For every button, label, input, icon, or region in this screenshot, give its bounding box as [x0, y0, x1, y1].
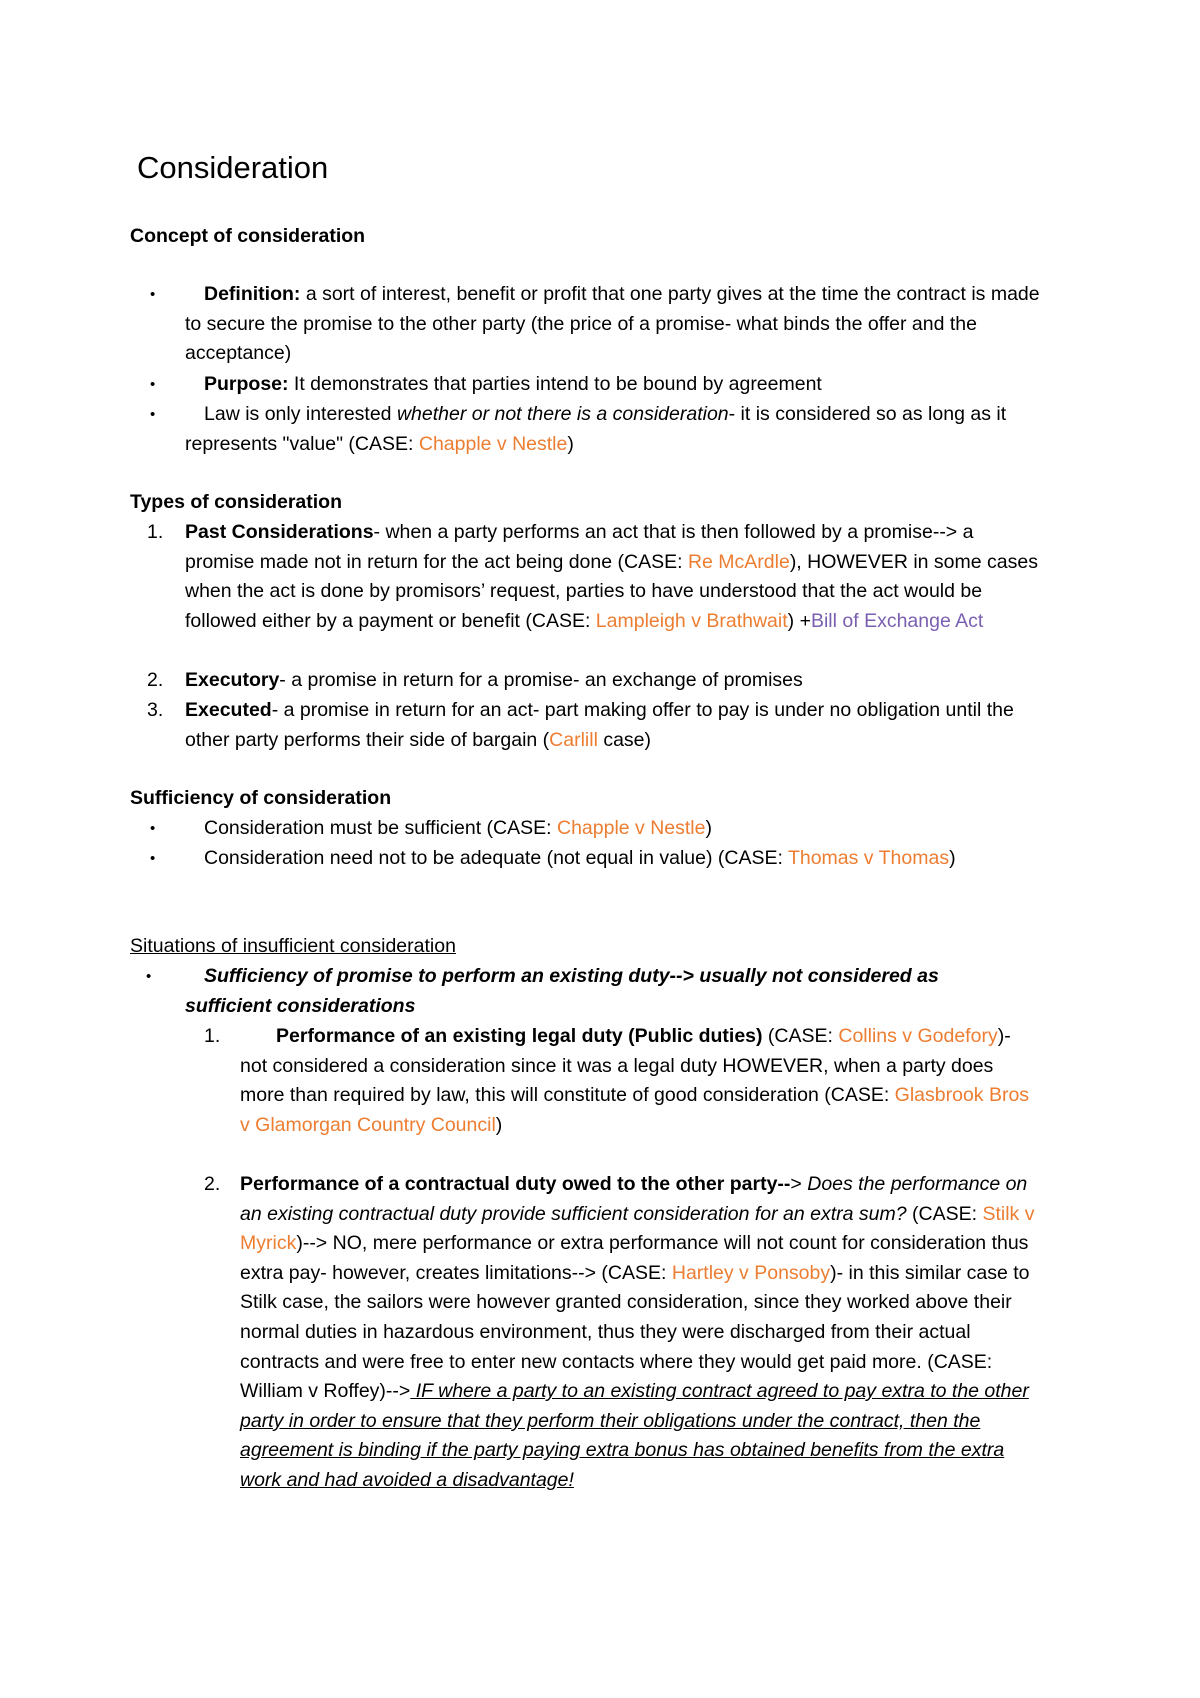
insufficient-heading: Situations of insufficient consideration: [130, 935, 456, 957]
list-number: 1.: [147, 521, 164, 543]
list-number: 2.: [204, 1173, 221, 1195]
act-name: Bill of Exchange Act: [810, 609, 984, 632]
concept-value-text: Law is only interested whether or not there is a consideration- it is considered so as long as it represents "value" (CASE: Chapple v Nestle): [185, 403, 1007, 455]
case-name: Glasbrook Bros v Glamorgan Country Council: [240, 1084, 1030, 1136]
legal-duty-text: Performance of an existing legal duty (Public duties) (CASE: Collins v Godefory)- not considered a consideration since it was a legal duty HOWEVER, when a party does more than required by law, this will constitute of good consideration (CASE: Glasbrook Bros v Glamorgan Country Council): [240, 1025, 1030, 1136]
bullet-marker: •: [150, 376, 156, 393]
types-executed-text: Executed- a promise in return for an act- part making offer to pay is under no obligation until the other party performs their side of bargain (Carlill case): [185, 699, 1014, 751]
list-number: 1.: [204, 1025, 221, 1047]
insufficient-bullet-text: Sufficiency of promise to perform an existing duty--> usually not considered as sufficient considerations: [185, 965, 939, 1017]
case-name: Collins v Godefory: [838, 1025, 998, 1047]
bullet-marker: •: [150, 406, 156, 423]
list-number: 3.: [147, 699, 164, 721]
concept-heading: Concept of consideration: [130, 225, 366, 247]
types-executory-text: Executory- a promise in return for a promise- an exchange of promises: [185, 669, 803, 691]
bullet-marker: •: [150, 850, 156, 867]
types-past-text: Past Considerations- when a party performs an act that is then followed by a promise--> a promise made not in return for the act being done (CASE: Re McArdle), HOWEVER in some cases when the act is done by promisors’ request, parties to have understood that the act would be followed either by a payment or benefit (CASE: Lampleigh v Brathwait) +Bill of Exchange Act: [185, 521, 1038, 632]
case-name: Stilk v Myrick: [240, 1202, 1035, 1255]
definition-label: Definition:: [204, 283, 301, 305]
contractual-duty-text: Performance of a contractual duty owed to the other party--> Does the performance on an existing contractual duty provide sufficient consideration for an extra sum? (CASE: Stilk v Myrick)--> NO, mere performance or extra performance will not count for consideration thus extra pay- however, creates limitations--> (CASE: Hartley v Ponsoby)- in this similar case to Stilk case, the sailors were however granted consideration, since they worked above their normal duties in hazardous environment, thus they were discharged from their actual contracts and were free to enter new contacts where they would get paid more. (CASE: William v Roffey)--> IF where a party to an existing contract agreed to pay extra to the other party in order to ensure that they perform their obligations under the contract, then the agreement is binding if the party paying extra bonus has obtained benefits from the extra work and had avoided a disadvantage!: [240, 1173, 1035, 1491]
purpose-label: Purpose:: [204, 373, 289, 395]
document-title: Consideration: [137, 150, 329, 185]
bullet-marker: •: [150, 286, 156, 303]
sufficiency-adequate-text: Consideration need not to be adequate (not equal in value) (CASE: Thomas v Thomas): [204, 847, 956, 869]
case-name: Re McArdle: [687, 550, 790, 573]
case-name: Lampleigh v Brathwait: [595, 609, 788, 632]
sufficiency-sufficient-text: Consideration must be sufficient (CASE: Chapple v Nestle): [204, 817, 712, 839]
bullet-marker: •: [146, 968, 152, 985]
case-name: Thomas v Thomas: [787, 847, 950, 869]
concept-definition-text: Definition: a sort of interest, benefit or profit that one party gives at the time the contract is made to secure the promise to the other party (the price of a promise- what binds the offer and the acceptance): [185, 283, 1040, 365]
case-name: Chapple v Nestle: [556, 817, 706, 839]
williams-roffey-rule: IF where a party to an existing contract agreed to pay extra to the other party in order to ensure that they perform their obligations under the contract, then the agreement is binding if the party paying extra bonus has obtained benefits from the extra work and had avoided a disadvantage!: [240, 1380, 1029, 1491]
case-name: Chapple v Nestle: [418, 432, 568, 455]
list-number: 2.: [147, 669, 164, 691]
case-name: Carlill: [549, 728, 598, 751]
case-name: Hartley v Ponsoby: [671, 1261, 831, 1284]
concept-purpose-text: Purpose: It demonstrates that parties intend to be bound by agreement: [204, 373, 822, 395]
bullet-marker: •: [150, 820, 156, 837]
types-heading: Types of consideration: [130, 491, 343, 513]
sufficiency-heading: Sufficiency of consideration: [130, 787, 392, 809]
